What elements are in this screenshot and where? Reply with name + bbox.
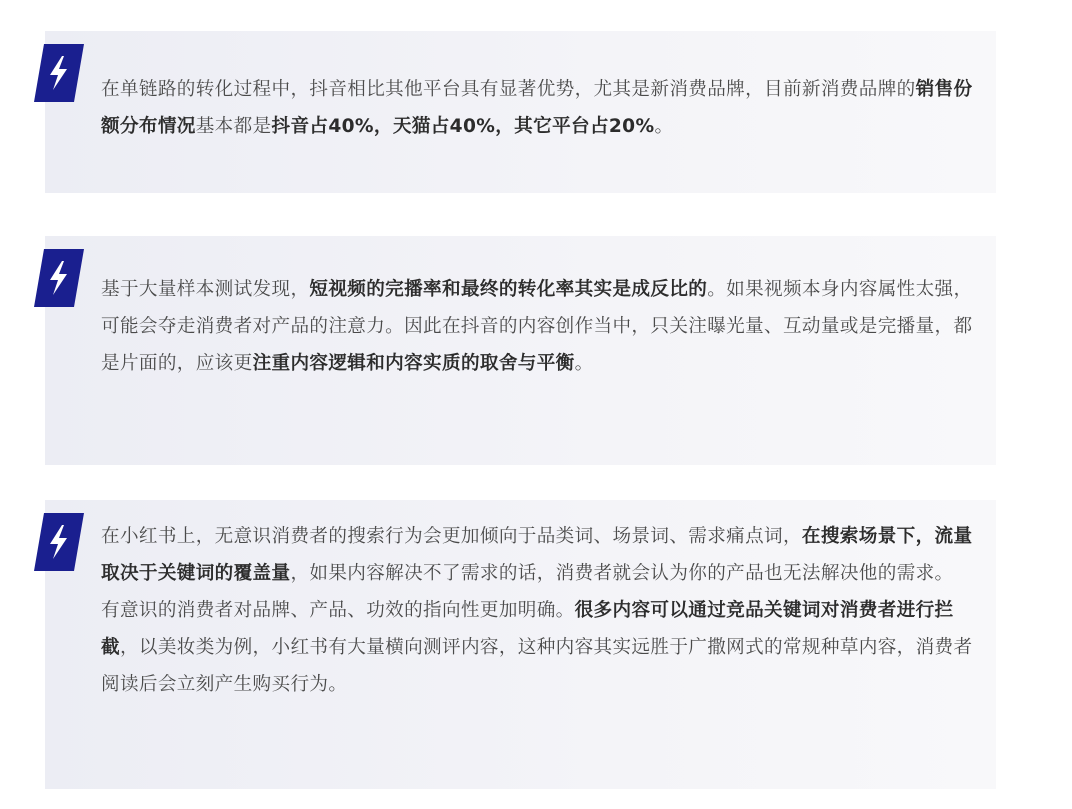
- highlight-text: 抖音占40%，天猫占40%，其它平台占20%: [271, 116, 655, 137]
- paragraph: [101, 592, 988, 703]
- highlight-text: 注重内容逻辑和内容实质的取舍与平衡: [252, 353, 575, 374]
- body-text: ，以美妆类为例，小红书有大量横向测评内容，这种内容其实远胜于广撒网式的常规种草内容，消费者阅读后会立刻产生购买行为。: [101, 637, 973, 695]
- body-text: 有意识的消费者对品牌、产品、功效的指向性更加明确。: [101, 600, 575, 621]
- highlight-text: 短视频的完播率和最终的转化率其实是成反比的: [309, 279, 708, 300]
- paragraph: [101, 518, 988, 592]
- body-text: 。: [574, 353, 594, 374]
- body-text: ，如果内容解决不了需求的话，消费者就会认为你的产品也无法解决他的需求。: [290, 563, 954, 584]
- card-text: [101, 271, 988, 382]
- lightning-icon: [34, 513, 84, 571]
- body-text: 。: [654, 116, 674, 137]
- highlight-text: 销售份额分布情况: [101, 79, 973, 137]
- card-text: [101, 518, 988, 703]
- highlight-text: 在搜索场景下，流量取决于关键词的覆盖量: [101, 526, 973, 584]
- paragraph: [101, 271, 988, 382]
- highlight-text: 很多内容可以通过竞品关键词对消费者进行拦截: [101, 600, 954, 658]
- insight-card: [45, 500, 996, 789]
- body-text: 。如果视频本身内容属性太强，可能会夺走消费者对产品的注意力。因此在抖音的内容创作当中，只关注曝光量、互动量或是完播量，都是片面的，应该更: [101, 279, 973, 374]
- insight-card: [45, 236, 996, 465]
- body-text: 在小红书上，无意识消费者的搜索行为会更加倾向于品类词、场景词、需求痛点词，: [101, 526, 802, 547]
- lightning-icon: [34, 44, 84, 102]
- body-text: 基于大量样本测试发现，: [101, 279, 310, 300]
- card-text: [101, 71, 988, 145]
- paragraph: [101, 71, 988, 145]
- body-text: 在单链路的转化过程中，抖音相比其他平台具有显著优势，尤其是新消费品牌，目前新消费品牌的: [101, 79, 916, 100]
- insight-card: [45, 31, 996, 193]
- lightning-icon: [34, 249, 84, 307]
- body-text: 基本都是: [195, 116, 272, 137]
